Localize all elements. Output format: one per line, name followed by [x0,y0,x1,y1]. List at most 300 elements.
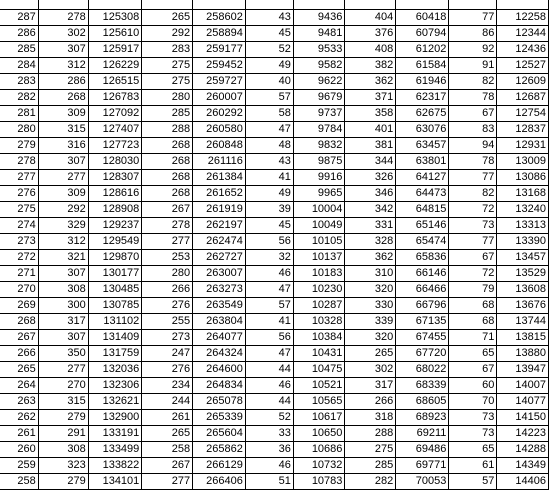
table-cell[interactable]: 77 [449,170,497,186]
table-cell[interactable]: 133191 [88,426,142,442]
table-cell[interactable]: 362 [345,250,396,266]
table-cell[interactable]: 312 [38,58,88,74]
table-cell[interactable]: 56 [245,330,293,346]
table-cell[interactable]: 278 [0,154,38,170]
table-cell[interactable]: 132621 [88,394,142,410]
table-cell[interactable]: 275 [142,74,193,90]
table-cell[interactable]: 82 [449,186,497,202]
table-cell[interactable]: 265078 [193,394,246,410]
table-cell[interactable]: 14007 [497,378,549,394]
table-cell[interactable]: 275 [142,58,193,74]
table-cell[interactable]: 260 [0,442,38,458]
table-cell[interactable]: 260848 [193,138,246,154]
table-cell[interactable]: 282 [0,90,38,106]
table-cell[interactable]: 262197 [193,218,246,234]
table-cell[interactable]: 268 [142,138,193,154]
table-cell[interactable]: 73 [449,410,497,426]
table-cell[interactable]: 271 [0,266,38,282]
table-cell[interactable]: 12754 [497,106,549,122]
table-cell[interactable]: 273 [142,330,193,346]
table-cell[interactable]: 60418 [396,10,449,26]
table-cell[interactable]: 133499 [88,442,142,458]
table-cell[interactable]: 73 [449,426,497,442]
table-cell[interactable]: 13947 [497,362,549,378]
table-cell[interactable]: 12687 [497,90,549,106]
table-cell[interactable]: 83 [449,122,497,138]
table-cell[interactable]: 9622 [293,74,345,90]
table-cell[interactable]: 46 [245,458,293,474]
table-cell[interactable]: 9533 [293,42,345,58]
table-cell[interactable] [245,0,293,10]
table-cell[interactable]: 130485 [88,282,142,298]
table-cell[interactable]: 12837 [497,122,549,138]
table-cell[interactable]: 129237 [88,218,142,234]
table-cell[interactable]: 52 [245,42,293,58]
table-cell[interactable]: 44 [245,394,293,410]
table-cell[interactable]: 261384 [193,170,246,186]
table-cell[interactable]: 265 [142,426,193,442]
table-cell[interactable]: 307 [38,42,88,58]
table-cell[interactable]: 273 [0,234,38,250]
table-cell[interactable]: 263549 [193,298,246,314]
table-cell[interactable]: 12344 [497,26,549,42]
table-cell[interactable]: 275 [0,202,38,218]
table-cell[interactable]: 10004 [293,202,345,218]
table-cell[interactable]: 14150 [497,410,549,426]
table-cell[interactable]: 320 [345,330,396,346]
table-cell[interactable]: 277 [142,234,193,250]
table-cell[interactable]: 262474 [193,234,246,250]
table-cell[interactable]: 61946 [396,74,449,90]
table-cell[interactable]: 320 [345,282,396,298]
table-cell[interactable]: 57 [449,474,497,490]
table-cell[interactable]: 58 [245,106,293,122]
table-cell[interactable]: 10328 [293,314,345,330]
table-cell[interactable]: 264077 [193,330,246,346]
table-cell[interactable]: 312 [38,234,88,250]
table-cell[interactable]: 67 [449,362,497,378]
table-cell[interactable]: 268 [142,186,193,202]
table-cell[interactable]: 133822 [88,458,142,474]
table-cell[interactable]: 10475 [293,362,345,378]
table-cell[interactable]: 253 [142,250,193,266]
table-cell[interactable]: 10565 [293,394,345,410]
table-cell[interactable]: 275 [345,442,396,458]
table-cell[interactable]: 52 [245,410,293,426]
table-cell[interactable]: 261919 [193,202,246,218]
table-cell[interactable]: 272 [0,250,38,266]
table-cell[interactable]: 266406 [193,474,246,490]
table-cell[interactable]: 302 [38,26,88,42]
table-cell[interactable]: 45 [245,26,293,42]
table-cell[interactable]: 127407 [88,122,142,138]
table-cell[interactable]: 125917 [88,42,142,58]
table-cell[interactable] [396,0,449,10]
table-cell[interactable]: 277 [142,474,193,490]
table-cell[interactable]: 10617 [293,410,345,426]
table-cell[interactable]: 264324 [193,346,246,362]
table-cell[interactable]: 131759 [88,346,142,362]
table-cell[interactable]: 264600 [193,362,246,378]
table-cell[interactable]: 13529 [497,266,549,282]
table-cell[interactable]: 277 [0,170,38,186]
table-cell[interactable]: 13009 [497,154,549,170]
table-cell[interactable]: 78 [449,90,497,106]
table-cell[interactable]: 128616 [88,186,142,202]
table-cell[interactable]: 32 [245,250,293,266]
table-cell[interactable] [38,0,88,10]
table-cell[interactable]: 79 [449,282,497,298]
table-cell[interactable]: 62675 [396,106,449,122]
table-cell[interactable]: 265 [142,10,193,26]
table-cell[interactable]: 13313 [497,218,549,234]
table-cell[interactable]: 61 [449,458,497,474]
table-cell[interactable]: 10431 [293,346,345,362]
table-cell[interactable]: 46 [245,266,293,282]
table-cell[interactable]: 279 [38,410,88,426]
table-cell[interactable]: 269 [0,298,38,314]
table-cell[interactable]: 47 [245,282,293,298]
table-cell[interactable]: 132036 [88,362,142,378]
table-cell[interactable] [449,0,497,10]
table-cell[interactable]: 10137 [293,250,345,266]
table-cell[interactable]: 268 [0,314,38,330]
table-cell[interactable]: 266129 [193,458,246,474]
table-cell[interactable]: 134101 [88,474,142,490]
table-cell[interactable]: 126515 [88,74,142,90]
table-cell[interactable]: 280 [142,90,193,106]
table-cell[interactable]: 70053 [396,474,449,490]
table-cell[interactable]: 280 [0,122,38,138]
table-cell[interactable] [0,0,38,10]
table-cell[interactable]: 68022 [396,362,449,378]
table-cell[interactable]: 48 [245,138,293,154]
table-cell[interactable]: 10384 [293,330,345,346]
table-cell[interactable]: 276 [0,186,38,202]
table-cell[interactable]: 376 [345,26,396,42]
table-cell[interactable]: 9679 [293,90,345,106]
table-cell[interactable]: 10183 [293,266,345,282]
table-cell[interactable]: 255 [142,314,193,330]
table-cell[interactable]: 258 [142,442,193,458]
table-cell[interactable]: 13815 [497,330,549,346]
table-cell[interactable]: 69486 [396,442,449,458]
table-cell[interactable]: 66146 [396,266,449,282]
table-cell[interactable]: 132900 [88,410,142,426]
table-cell[interactable]: 64815 [396,202,449,218]
table-cell[interactable]: 282 [345,474,396,490]
table-cell[interactable]: 10105 [293,234,345,250]
table-cell[interactable]: 292 [38,202,88,218]
table-cell[interactable]: 310 [345,266,396,282]
table-cell[interactable]: 317 [38,314,88,330]
table-cell[interactable]: 283 [142,42,193,58]
table-cell[interactable]: 128908 [88,202,142,218]
table-cell[interactable]: 130177 [88,266,142,282]
table-cell[interactable]: 63076 [396,122,449,138]
table-cell[interactable]: 234 [142,378,193,394]
table-cell[interactable]: 258894 [193,26,246,42]
table-cell[interactable]: 60794 [396,26,449,42]
table-cell[interactable]: 267 [0,330,38,346]
table-cell[interactable]: 69211 [396,426,449,442]
table-cell[interactable]: 61584 [396,58,449,74]
table-cell[interactable]: 266 [142,282,193,298]
table-cell[interactable]: 71 [449,330,497,346]
table-cell[interactable]: 14288 [497,442,549,458]
table-cell[interactable]: 285 [0,42,38,58]
table-cell[interactable]: 65 [449,346,497,362]
table-cell[interactable]: 66796 [396,298,449,314]
table-cell[interactable]: 268 [38,90,88,106]
table-cell[interactable]: 56 [245,234,293,250]
table-cell[interactable]: 317 [345,378,396,394]
table-cell[interactable]: 326 [345,170,396,186]
table-cell[interactable]: 39 [245,202,293,218]
table-cell[interactable]: 67720 [396,346,449,362]
table-cell[interactable]: 300 [38,298,88,314]
table-cell[interactable]: 316 [38,138,88,154]
table-cell[interactable]: 318 [345,410,396,426]
table-cell[interactable]: 92 [449,42,497,58]
table-cell[interactable]: 9737 [293,106,345,122]
table-cell[interactable]: 260292 [193,106,246,122]
table-cell[interactable]: 126783 [88,90,142,106]
table-cell[interactable]: 281 [0,106,38,122]
table-cell[interactable]: 49 [245,186,293,202]
table-cell[interactable]: 10230 [293,282,345,298]
table-cell[interactable]: 263007 [193,266,246,282]
table-cell[interactable]: 404 [345,10,396,26]
table-cell[interactable]: 259177 [193,42,246,58]
table-cell[interactable]: 44 [245,362,293,378]
table-cell[interactable]: 278 [38,10,88,26]
table-cell[interactable]: 125308 [88,10,142,26]
table-cell[interactable]: 91 [449,58,497,74]
table-cell[interactable]: 125610 [88,26,142,42]
table-cell[interactable]: 10732 [293,458,345,474]
table-cell[interactable] [345,0,396,10]
table-cell[interactable]: 285 [345,458,396,474]
table-cell[interactable]: 309 [38,186,88,202]
table-cell[interactable]: 62317 [396,90,449,106]
table-cell[interactable]: 288 [345,426,396,442]
table-cell[interactable]: 68605 [396,394,449,410]
table-cell[interactable]: 331 [345,218,396,234]
table-cell[interactable]: 382 [345,58,396,74]
table-cell[interactable]: 284 [0,58,38,74]
table-cell[interactable]: 346 [345,186,396,202]
table-cell[interactable]: 10521 [293,378,345,394]
table-cell[interactable]: 51 [245,474,293,490]
table-cell[interactable]: 68339 [396,378,449,394]
table-cell[interactable]: 9965 [293,186,345,202]
table-cell[interactable]: 94 [449,138,497,154]
table-cell[interactable] [88,0,142,10]
table-cell[interactable]: 265604 [193,426,246,442]
table-cell[interactable]: 260580 [193,122,246,138]
table-cell[interactable]: 82 [449,74,497,90]
table-cell[interactable]: 132306 [88,378,142,394]
table-cell[interactable]: 70 [449,394,497,410]
table-cell[interactable]: 350 [38,346,88,362]
table-cell[interactable]: 65 [449,442,497,458]
table-cell[interactable]: 13744 [497,314,549,330]
table-cell[interactable]: 67 [449,106,497,122]
table-cell[interactable]: 13390 [497,234,549,250]
table-cell[interactable]: 362 [345,74,396,90]
table-cell[interactable]: 279 [38,474,88,490]
table-cell[interactable]: 10287 [293,298,345,314]
table-cell[interactable]: 57 [245,298,293,314]
table-cell[interactable]: 278 [142,218,193,234]
table-cell[interactable]: 259452 [193,58,246,74]
table-cell[interactable]: 10650 [293,426,345,442]
table-cell[interactable]: 262 [0,410,38,426]
table-cell[interactable]: 265 [0,362,38,378]
table-cell[interactable]: 14406 [497,474,549,490]
table-cell[interactable]: 9784 [293,122,345,138]
table-cell[interactable]: 13457 [497,250,549,266]
table-cell[interactable]: 244 [142,394,193,410]
table-cell[interactable]: 267 [142,202,193,218]
table-cell[interactable]: 270 [0,282,38,298]
table-cell[interactable]: 13880 [497,346,549,362]
table-cell[interactable]: 78 [449,154,497,170]
table-cell[interactable]: 68 [449,314,497,330]
table-cell[interactable]: 130785 [88,298,142,314]
table-cell[interactable]: 307 [38,266,88,282]
table-cell[interactable]: 63457 [396,138,449,154]
table-cell[interactable]: 46 [245,378,293,394]
table-cell[interactable]: 358 [345,106,396,122]
table-cell[interactable]: 264834 [193,378,246,394]
table-cell[interactable]: 127092 [88,106,142,122]
table-cell[interactable]: 287 [0,10,38,26]
table-cell[interactable]: 247 [142,346,193,362]
table-cell[interactable]: 131102 [88,314,142,330]
table-cell[interactable]: 263 [0,394,38,410]
table-cell[interactable]: 307 [38,154,88,170]
table-cell[interactable]: 60 [449,378,497,394]
table-cell[interactable]: 43 [245,10,293,26]
table-cell[interactable]: 126229 [88,58,142,74]
table-cell[interactable]: 266 [0,346,38,362]
table-cell[interactable]: 10049 [293,218,345,234]
table-cell[interactable]: 67135 [396,314,449,330]
table-cell[interactable]: 14077 [497,394,549,410]
table-cell[interactable]: 12436 [497,42,549,58]
table-cell[interactable]: 9582 [293,58,345,74]
table-cell[interactable]: 131409 [88,330,142,346]
table-cell[interactable]: 13168 [497,186,549,202]
table-cell[interactable]: 280 [142,266,193,282]
table-cell[interactable]: 261 [0,426,38,442]
table-cell[interactable]: 285 [142,106,193,122]
table-cell[interactable]: 265 [345,346,396,362]
table-cell[interactable]: 263273 [193,282,246,298]
table-cell[interactable]: 323 [38,458,88,474]
table-cell[interactable]: 401 [345,122,396,138]
table-cell[interactable]: 258602 [193,10,246,26]
table-cell[interactable]: 259727 [193,74,246,90]
table-cell[interactable]: 292 [142,26,193,42]
table-cell[interactable]: 270 [38,378,88,394]
table-cell[interactable]: 10686 [293,442,345,458]
table-cell[interactable]: 342 [345,202,396,218]
table-cell[interactable]: 9832 [293,138,345,154]
table-cell[interactable]: 10783 [293,474,345,490]
table-cell[interactable]: 86 [449,26,497,42]
table-cell[interactable]: 41 [245,314,293,330]
table-cell[interactable]: 309 [38,106,88,122]
table-cell[interactable]: 68923 [396,410,449,426]
table-cell[interactable]: 263804 [193,314,246,330]
table-cell[interactable]: 302 [345,362,396,378]
table-cell[interactable]: 328 [345,234,396,250]
table-cell[interactable]: 371 [345,90,396,106]
table-cell[interactable]: 276 [142,298,193,314]
table-cell[interactable]: 261 [142,410,193,426]
table-cell[interactable]: 267 [142,458,193,474]
table-cell[interactable]: 307 [38,330,88,346]
table-cell[interactable]: 276 [142,362,193,378]
table-cell[interactable]: 45 [245,218,293,234]
table-cell[interactable]: 65474 [396,234,449,250]
table-cell[interactable]: 315 [38,394,88,410]
table-cell[interactable]: 308 [38,442,88,458]
table-cell[interactable]: 14223 [497,426,549,442]
table-cell[interactable]: 64473 [396,186,449,202]
table-cell[interactable]: 283 [0,74,38,90]
table-cell[interactable]: 321 [38,250,88,266]
table-cell[interactable]: 315 [38,122,88,138]
table-cell[interactable]: 274 [0,218,38,234]
table-cell[interactable]: 49 [245,58,293,74]
table-cell[interactable]: 72 [449,266,497,282]
table-cell[interactable]: 9875 [293,154,345,170]
table-cell[interactable]: 43 [245,154,293,170]
table-cell[interactable]: 77 [449,10,497,26]
table-cell[interactable]: 277 [38,362,88,378]
table-cell[interactable] [142,0,193,10]
table-cell[interactable]: 64127 [396,170,449,186]
table-cell[interactable]: 277 [38,170,88,186]
table-cell[interactable]: 344 [345,154,396,170]
table-cell[interactable]: 279 [0,138,38,154]
table-cell[interactable]: 57 [245,90,293,106]
table-cell[interactable]: 286 [0,26,38,42]
table-cell[interactable]: 330 [345,298,396,314]
table-cell[interactable]: 259 [0,458,38,474]
table-cell[interactable]: 129870 [88,250,142,266]
table-cell[interactable]: 127723 [88,138,142,154]
table-cell[interactable]: 12609 [497,74,549,90]
table-cell[interactable]: 40 [245,74,293,90]
table-cell[interactable]: 13608 [497,282,549,298]
table-cell[interactable]: 9916 [293,170,345,186]
table-cell[interactable]: 65146 [396,218,449,234]
table-cell[interactable]: 9481 [293,26,345,42]
table-cell[interactable]: 128030 [88,154,142,170]
table-cell[interactable]: 66466 [396,282,449,298]
table-cell[interactable]: 408 [345,42,396,58]
table-cell[interactable]: 41 [245,170,293,186]
table-cell[interactable]: 9436 [293,10,345,26]
table-cell[interactable]: 286 [38,74,88,90]
table-cell[interactable] [497,0,549,10]
table-cell[interactable]: 12527 [497,58,549,74]
